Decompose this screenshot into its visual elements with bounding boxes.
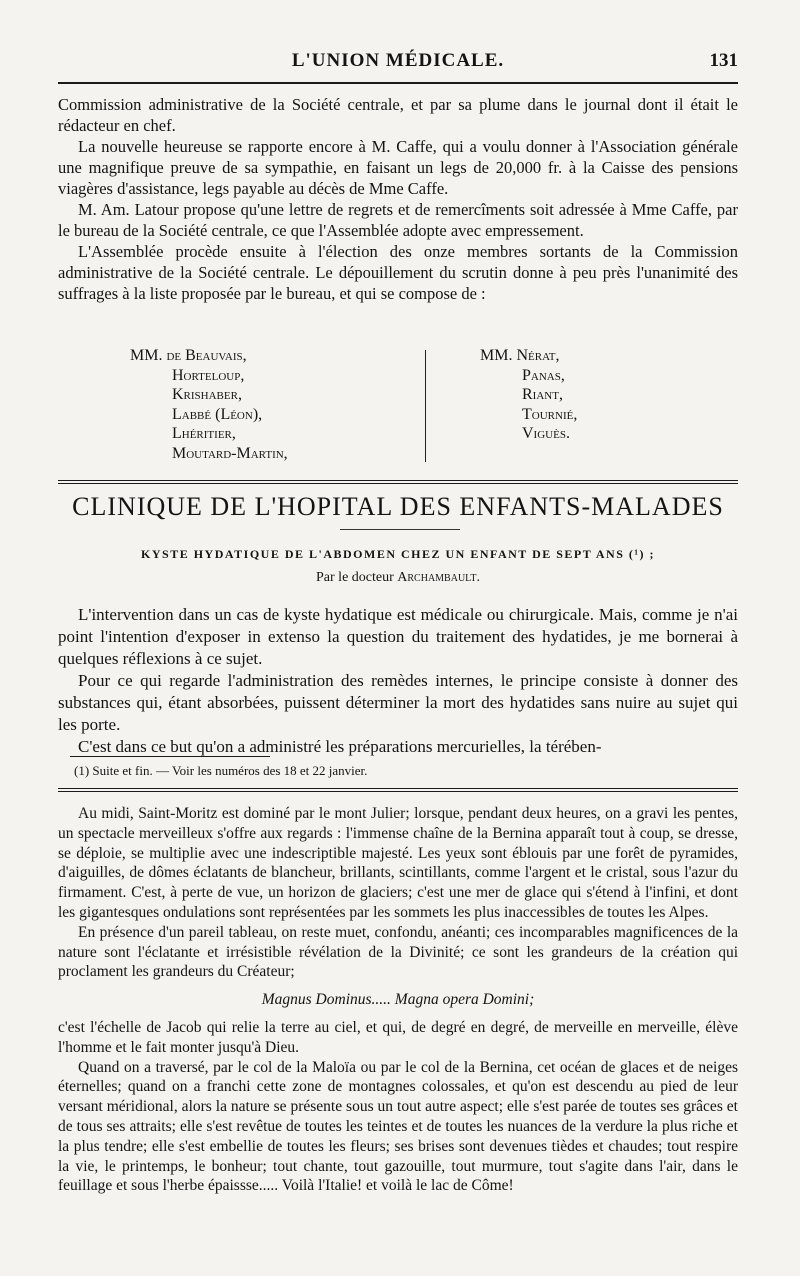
members-right-column	[480, 346, 577, 444]
member-name: Krishaber,	[172, 386, 242, 403]
paragraph: L'Assemblée procède ensuite à l'élection des onze membres sortants de la Commission administrative de la Société centrale. Le dépouillement du scrutin donne à peu près l'unanimité des suffrages à la liste proposée par le bureau, et qui se compose de :	[58, 242, 738, 303]
members-list	[130, 346, 690, 466]
assembly-report	[58, 94, 738, 304]
members-left-column	[130, 346, 288, 463]
article-author	[58, 570, 738, 586]
latin-quote: Magnus Dominus..... Magna opera Domini;	[261, 991, 535, 1009]
journal-title: L'UNION MÉDICALE.	[291, 50, 505, 71]
member-name: Panas,	[522, 366, 565, 384]
feuilleton-body	[58, 804, 738, 1196]
paragraph: Pour ce qui regarde l'administration des remèdes internes, le principe consiste à donner des substances qui, étant absorbées, puissent déterminer la mort des hydatides sans nuire au sujet qui les porte.	[58, 671, 738, 734]
paragraph: L'intervention dans un cas de kyste hydatique est médicale ou chirurgicale. Mais, comme je n'ai point l'intention d'exposer in extenso la question du traitement des hydatides, je me bornerai à quelques réflexions à ce sujet.	[58, 605, 738, 668]
feuilleton-divider	[58, 788, 738, 792]
footnote-rule	[70, 756, 270, 757]
title-ornament-rule	[340, 529, 460, 530]
paragraph: La nouvelle heureuse se rapporte encore à M. Caffe, qui a voulu donner à l'Association générale une magnifique preuve de sa sympathie, en faisant un legs de 20,000 fr. à la Caisse des pensions viagères d'assistance, legs payable au décès de Mme Caffe.	[58, 137, 738, 198]
page-header	[58, 50, 738, 80]
member-name: Viguès.	[522, 425, 570, 442]
footnote: (1) Suite et fin. — Voir les numéros des 18 et 22 janvier.	[74, 763, 368, 778]
paragraph: c'est l'échelle de Jacob qui relie la terre au ciel, et qui, de degré en degré, de merveille en merveille, élève l'homme et le fait monter jusqu'à Dieu.	[58, 1018, 738, 1056]
paragraph: C'est dans ce but qu'on a administré les préparations mercurielles, la térében-	[78, 737, 602, 756]
author-prefix: Par le docteur	[316, 570, 394, 585]
member-name: Riant,	[522, 386, 563, 403]
member-name: Horteloup,	[172, 366, 245, 384]
paragraph: Commission administrative de la Société centrale, et par sa plume dans le journal dont il était le rédacteur en chef.	[58, 95, 738, 135]
column-divider	[425, 350, 426, 462]
clinic-body	[58, 604, 738, 758]
mm-prefix: MM.	[480, 347, 513, 364]
article-subtitle: KYSTE HYDATIQUE DE L'ABDOMEN CHEZ UN ENFANT DE SEPT ANS (¹) ;	[141, 547, 655, 561]
member-name: Moutard-Martin,	[172, 444, 288, 462]
paragraph: En présence d'un pareil tableau, on reste muet, confondu, anéanti; ces incomparables magnificences de la nature sont l'éclatante et irrésistible révélation de la Divinité; ce sont les grandeurs de la création qui proclament les grandeurs du Créateur;	[58, 923, 738, 981]
paragraph: Au midi, Saint-Moritz est dominé par le mont Julier; lorsque, pendant deux heures, on a gravi les pentes, un spectacle merveilleux s'offre aux regards : l'immense chaîne de la Bernina apparaît tout à coup, se dresse, se déploie, se multiplie avec une indescriptible majesté. Les yeux sont éblouis par une forêt de pyramides, d'aiguilles, de dômes éclatants de blancheur, brillants, scintillants, comme l'argent et le cristal, sous l'azur du firmament. C'est, à perte de vue, un horizon de glaciers; c'est une mer de glace qui s'étend à l'infini, et dont les gigantesques ondulations sont représentées par les sommets les plus inaccessibles de toutes les Alpes.	[58, 805, 738, 921]
member-name: Nérat,	[516, 347, 560, 364]
member-name: de Beauvais,	[166, 347, 247, 364]
author-name: Archambault.	[397, 570, 480, 585]
section-divider	[58, 480, 738, 484]
mm-prefix: MM.	[130, 347, 163, 364]
member-name: Lhéritier,	[172, 425, 236, 442]
page-number: 131	[709, 50, 738, 71]
member-name: Tournié,	[522, 405, 578, 423]
header-rule	[58, 82, 738, 84]
member-name: Labbé (Léon),	[172, 405, 263, 423]
paragraph: Quand on a traversé, par le col de la Maloïa ou par le col de la Bernina, cet océan de glaces et de neiges éternelles; quand on a franchi cette zone de montagnes colossales, et qu'on est descendu au pied de leur versant méridional, alors la nature se présente sous un tout autre aspect; elle s'est parée de toutes ses grâces et de tous ses attraits; elle s'est revêtue de toutes les teintes et de toutes les nuances de la verdure la plus riche et la plus tendre; elle s'est embellie de toutes les fleurs; ses brises sont devenues tièdes et chaudes; tout respire la vie, le printemps, le bonheur; tout chante, tout gazouille, tout murmure, tout s'agite dans l'air, dans le feuillage et sous l'herbe épaissse..... Voilà l'Italie! et voilà le lac de Côme!	[58, 1058, 738, 1195]
paragraph: M. Am. Latour propose qu'une lettre de regrets et de remercîments soit adressée à Mme Caffe, par le bureau de la Société centrale, ce que l'Assemblée adopte avec empressement.	[58, 200, 738, 240]
clinic-title: CLINIQUE DE L'HOPITAL DES ENFANTS-MALADES	[72, 492, 724, 521]
